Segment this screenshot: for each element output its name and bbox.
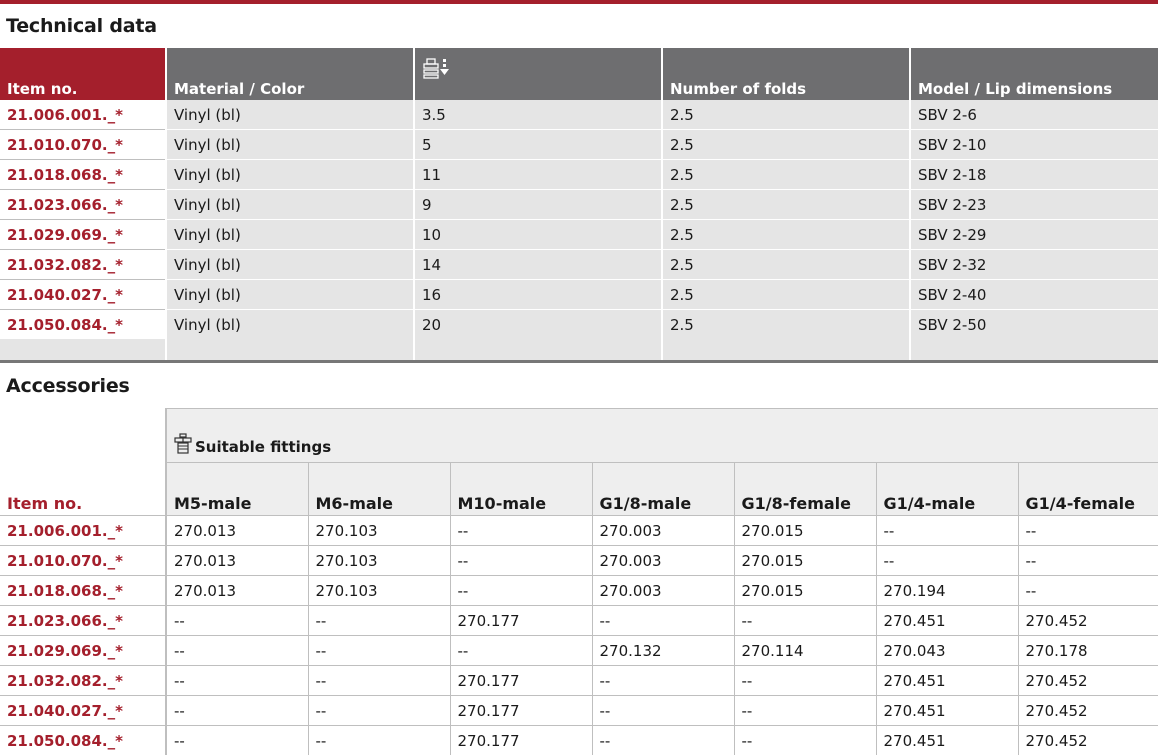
material: Vinyl (bl) [166,250,414,280]
col-header: M6-male [308,463,450,516]
item-no: 21.006.001._* [0,516,166,546]
fitting-cell: -- [734,666,876,696]
fitting-cell: 270.451 [876,696,1018,726]
material: Vinyl (bl) [166,100,414,130]
fitting-cell: 270.451 [876,666,1018,696]
item-no: 21.010.070._* [0,130,166,160]
top-accent-line [0,0,1158,4]
col-header: G1/4-female [1018,463,1158,516]
fitting-cell: 270.043 [876,636,1018,666]
fitting-cell: -- [876,546,1018,576]
model: SBV 2-40 [910,280,1158,310]
model: SBV 2-18 [910,160,1158,190]
table-row [0,160,1158,190]
fitting-cell: 270.013 [166,576,308,606]
item-no: 21.006.001._* [0,100,166,130]
fitting-cell: 270.451 [876,606,1018,636]
fitting-cell: -- [308,606,450,636]
fitting-cell: -- [592,726,734,755]
fitting-cell: 270.003 [592,516,734,546]
fitting-cell: -- [166,726,308,755]
fitting-cell: 270.003 [592,576,734,606]
table-row [0,310,1158,340]
table-row [0,100,1158,130]
item-no: 21.050.084._* [0,310,166,340]
fitting-cell: -- [734,696,876,726]
item-no: 21.032.082._* [0,250,166,280]
item-no: 21.023.066._* [0,606,166,636]
fitting-cell: 270.114 [734,636,876,666]
fitting-cell: -- [1018,546,1158,576]
fitting-cell: 270.013 [166,546,308,576]
fitting-cell: 270.132 [592,636,734,666]
item-no: 21.018.068._* [0,160,166,190]
item-no: 21.040.027._* [0,280,166,310]
volume: 20 [414,310,662,340]
table-row [0,726,1158,755]
accessories-group-row [0,409,1158,463]
fitting-cell: -- [308,726,450,755]
table-row [0,130,1158,160]
table-row [0,666,1158,696]
model: SBV 2-6 [910,100,1158,130]
fitting-cell: 270.177 [450,726,592,755]
header-volume [414,48,662,100]
accessories-header-row [0,463,1158,516]
technical-data-title: Technical data [6,15,157,37]
table-row [0,280,1158,310]
item-no: 21.040.027._* [0,696,166,726]
model: SBV 2-50 [910,310,1158,340]
fitting-cell: 270.452 [1018,606,1158,636]
fitting-cell: -- [166,606,308,636]
col-header: M10-male [450,463,592,516]
folds: 2.5 [662,220,910,250]
fitting-cell: 270.177 [450,666,592,696]
fitting-cell: -- [308,696,450,726]
table-row [0,636,1158,666]
fitting-cell: 270.103 [308,576,450,606]
fitting-cell: 270.103 [308,546,450,576]
col-header: G1/4-male [876,463,1018,516]
folds: 2.5 [662,160,910,190]
header-item-no: Item no. [0,48,166,100]
fitting-cell: 270.003 [592,546,734,576]
item-no: 21.029.069._* [0,220,166,250]
col-header: G1/8-male [592,463,734,516]
folds: 2.5 [662,250,910,280]
header-item-no: Item no. [0,409,166,516]
item-no: 21.010.070._* [0,546,166,576]
fitting-cell: 270.015 [734,576,876,606]
item-no: 21.018.068._* [0,576,166,606]
fitting-cell: 270.015 [734,516,876,546]
accessories-table [0,408,1158,755]
section-divider [0,360,1158,363]
volume-icon [422,58,452,88]
fitting-cell: -- [1018,576,1158,606]
accessories-title: Accessories [6,375,130,397]
fitting-cell: 270.177 [450,606,592,636]
fitting-cell: 270.452 [1018,666,1158,696]
header-material: Material / Color [166,48,414,100]
model: SBV 2-10 [910,130,1158,160]
volume: 14 [414,250,662,280]
fitting-cell: -- [592,606,734,636]
folds: 2.5 [662,100,910,130]
material: Vinyl (bl) [166,220,414,250]
fitting-cell: -- [308,636,450,666]
material: Vinyl (bl) [166,280,414,310]
volume: 3.5 [414,100,662,130]
item-no: 21.029.069._* [0,636,166,666]
volume: 16 [414,280,662,310]
fitting-cell: 270.452 [1018,726,1158,755]
header-model: Model / Lip dimensions [910,48,1158,100]
technical-data-table [0,48,1158,363]
fitting-cell: -- [166,666,308,696]
technical-header-row [0,48,1158,100]
fitting-cell: -- [166,696,308,726]
material: Vinyl (bl) [166,190,414,220]
fitting-cell: -- [166,636,308,666]
table-row [0,250,1158,280]
model: SBV 2-32 [910,250,1158,280]
volume: 11 [414,160,662,190]
table-row [0,606,1158,636]
fitting-cell: 270.015 [734,546,876,576]
fitting-cell: -- [876,516,1018,546]
fitting-cell: 270.451 [876,726,1018,755]
table-row [0,190,1158,220]
table-row [0,220,1158,250]
item-no: 21.023.066._* [0,190,166,220]
fitting-cell: -- [734,606,876,636]
material: Vinyl (bl) [166,130,414,160]
item-no: 21.032.082._* [0,666,166,696]
fitting-cell: 270.452 [1018,696,1158,726]
fitting-cell: 270.103 [308,516,450,546]
folds: 2.5 [662,310,910,340]
folds: 2.5 [662,190,910,220]
suitable-fittings-header [166,409,1158,463]
fitting-cell: 270.194 [876,576,1018,606]
table-row [0,516,1158,546]
volume: 10 [414,220,662,250]
fitting-cell: -- [450,576,592,606]
fitting-cell: -- [734,726,876,755]
fitting-cell: 270.177 [450,696,592,726]
fitting-cell: -- [450,636,592,666]
model: SBV 2-29 [910,220,1158,250]
volume: 9 [414,190,662,220]
material: Vinyl (bl) [166,310,414,340]
model: SBV 2-23 [910,190,1158,220]
volume: 5 [414,130,662,160]
table-row [0,576,1158,606]
fitting-cell: -- [1018,516,1158,546]
table-row [0,696,1158,726]
folds: 2.5 [662,130,910,160]
col-header: G1/8-female [734,463,876,516]
fitting-cell: -- [592,696,734,726]
fitting-cell: -- [592,666,734,696]
table-row [0,546,1158,576]
fitting-cell: 270.178 [1018,636,1158,666]
folds: 2.5 [662,280,910,310]
fitting-cell: 270.013 [166,516,308,546]
fitting-icon [174,433,192,459]
fitting-cell: -- [450,516,592,546]
col-header: M5-male [166,463,308,516]
fitting-cell: -- [308,666,450,696]
suitable-fittings-label: Suitable fittings [195,438,331,456]
item-no: 21.050.084._* [0,726,166,755]
fitting-cell: -- [450,546,592,576]
header-folds: Number of folds [662,48,910,100]
material: Vinyl (bl) [166,160,414,190]
